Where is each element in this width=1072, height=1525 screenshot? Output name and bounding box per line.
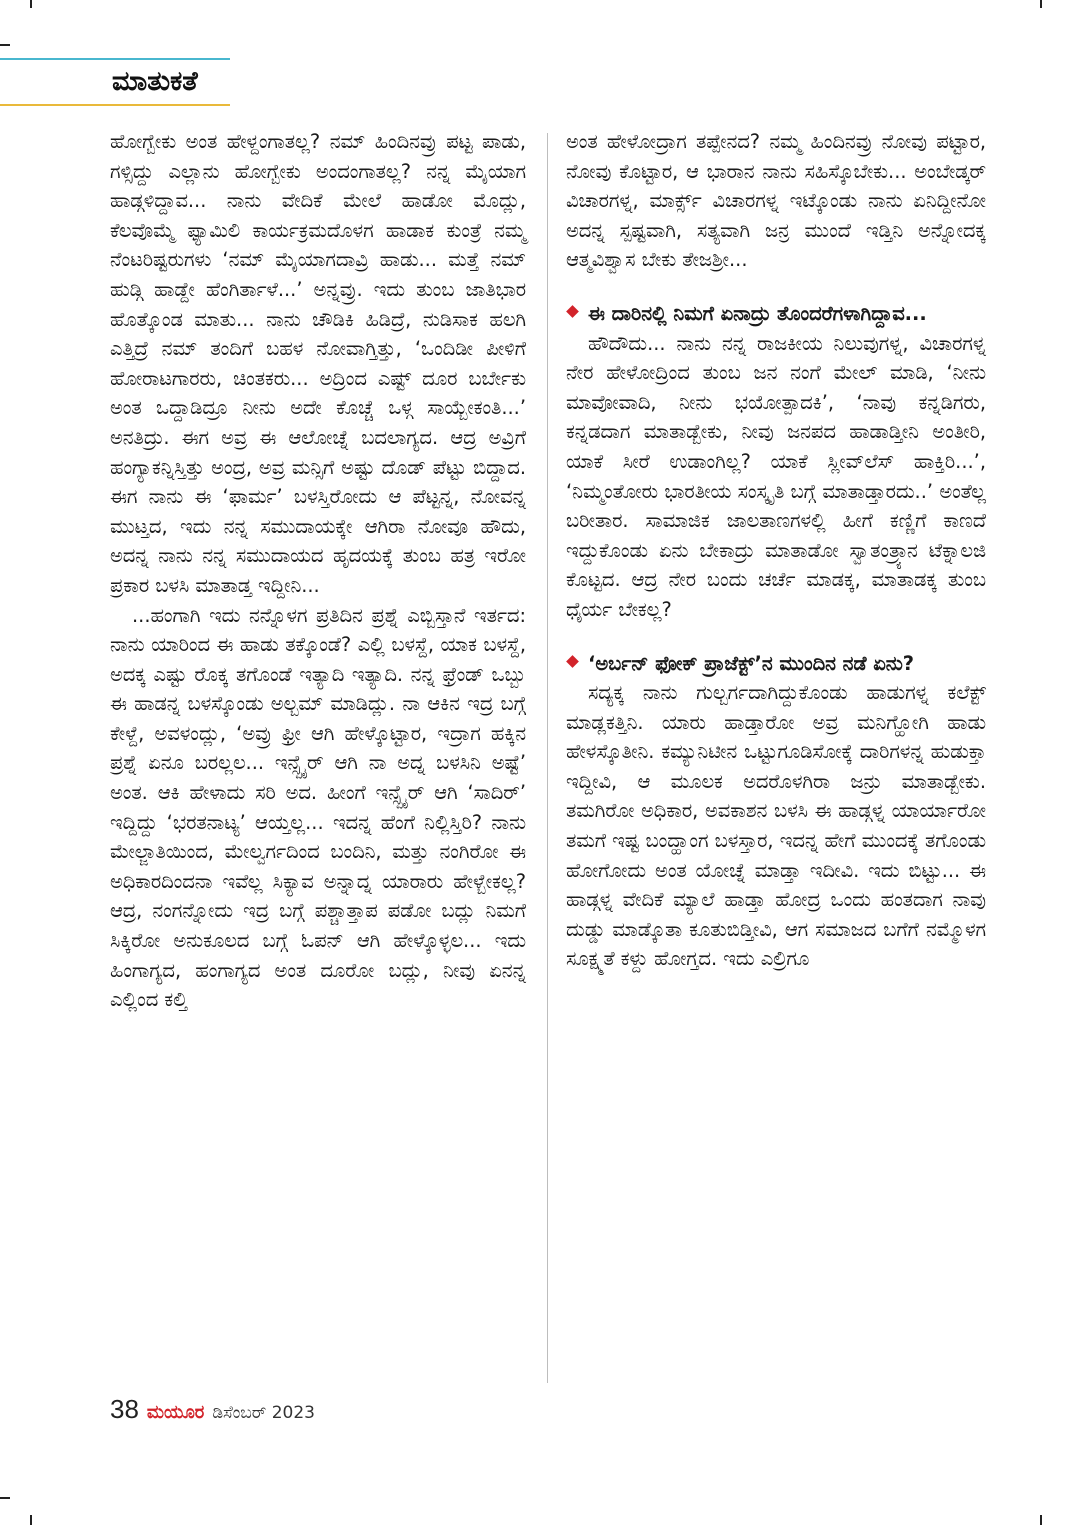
question-text: ಈ ದಾರಿನಲ್ಲಿ ನಿಮಗೆ ಏನಾದ್ರು ತೊಂದರೆಗಳಾಗಿದ್ದಾವ... [588,301,927,325]
crop-mark [0,1497,10,1499]
magazine-logo: ಮಯೂರ [146,1402,205,1423]
body-paragraph: ಹೋಗ್ಬೇಕು ಅಂತ ಹೇಳ್ದಂಗಾತಲ್ಲ? ನಮ್ ಹಿಂದಿನವ್ರು ಪಟ್ಟ ಪಾಡು, ಗಳ್ಸಿದ್ದು ಎಲ್ಲಾನು ಹೋಗ್ಬೇಕು ಅಂದಂಗಾತಲ್ಲ? ನನ್ನ ಮೈಯಾಗ ಹಾಡ್ಗಳಿದ್ದಾವ... ನಾನು ವೇದಿಕೆ ಮೇಲೆ ಹಾಡೋ ಮೊದ್ಲು, ಕೆಲವೊಮ್ಮೆ ಫ್ಯಾಮಿಲಿ ಕಾರ್ಯಕ್ರಮದೊಳಗ ಹಾಡಾಕ ಕುಂತ್ರೆ ನಮ್ಮ ನೆಂಟರಿಷ್ಟರುಗಳು ‘ನಮ್ ಮೈಯಾಗದಾವ್ರಿ ಹಾಡು... ಮತ್ತೆ ನಮ್ ಹುಡ್ಗಿ ಹಾಡ್ದೇ ಹೆಂಗಿರ್ತಾಳೆ...’ ಅನ್ನವ್ರು. ಇದು ತುಂಬ ಜಾತಿಭಾರ ಹೊತ್ಕೊಂಡ ಮಾತು... ನಾನು ಚೌಡಿಕಿ ಹಿಡಿದ್ರೆ, ನುಡಿಸಾಕ ಹಲಗಿ ಎತ್ತಿದ್ರೆ ನಮ್ ತಂದಿಗೆ ಬಹಳ ನೋವಾಗ್ತಿತ್ತು, ‘ಒಂದಿಡೀ ಪೀಳಿಗೆ ಹೋರಾಟಗಾರರು, ಚಿಂತಕರು... ಅದ್ರಿಂದ ಎಷ್ಟ್ ದೂರ ಬರ್ಬೇಕು ಅಂತ ಒದ್ದಾಡಿದ್ರೂ ನೀನು ಅದೇ ಕೊಚ್ಚೆ ಒಳ್ಗ ಸಾಯ್ಬೇಕಂತಿ...’ ಅನತಿದ್ರು. ಈಗ ಅವ್ರ ಈ ಆಲೋಚ್ನೆ ಬದಲಾಗ್ಯದ. ಆದ್ರ ಅವ್ರಿಗೆ ಹಂಗ್ಯಾಕನ್ನಿಸ್ತಿತ್ತು ಅಂದ್ರ, ಅವ್ರ ಮನ್ಸಿಗೆ ಅಷ್ಟು ದೊಡ್ ಪೆಟ್ಟು ಬಿದ್ದಾದ. ಈಗ ನಾನು ಈ ‘ಫಾರ್ಮ’ ಬಳಸ್ತಿರೋದು ಆ ಪೆಟ್ಟನ್ನ, ನೋವನ್ನ ಮುಟ್ತದ, ಇದು ನನ್ನ ಸಮುದಾಯಕ್ಕೇ ಆಗಿರಾ ನೋವೂ ಹೌದು, ಅದನ್ನ ನಾನು ನನ್ನ ಸಮುದಾಯದ ಹೃದಯಕ್ಕೆ ತುಂಬ ಹತ್ರ ಇರೋ ಪ್ರಕಾರ ಬಳಸಿ ಮಾತಾಡ್ತ ಇದ್ದೀನಿ... [110,130,526,597]
crop-mark [30,1515,32,1525]
crop-mark [0,44,10,46]
crop-mark [1040,0,1042,8]
diamond-bullet-icon [566,305,579,318]
question-text: ‘ಅರ್ಬನ್ ಫೋಕ್ ಪ್ರಾಜೆಕ್ಟ್’ನ ಮುಂದಿನ ನಡೆ ಏನು? [588,651,914,675]
diamond-bullet-icon [566,655,579,668]
body-paragraph: ಅಂತ ಹೇಳೋದ್ರಾಗ ತಪ್ಪೇನದ? ನಮ್ಮ ಹಿಂದಿನವ್ರು ನೋವು ಪಟ್ಟಾರ, ನೋವು ಕೊಟ್ಟಾರ, ಆ ಭಾರಾನ ನಾನು ಸಹಿಸ್ಕೊಬೇಕು... ಅಂಬೇಡ್ಕರ್ ವಿಚಾರಗಳ್ನ, ಮಾರ್ಕ್ಸ್ ವಿಚಾರಗಳ್ನ ಇಟ್ಕೊಂಡು ನಾನು ಏನಿದ್ದೀನೋ ಅದನ್ನ ಸ್ಪಷ್ಟವಾಗಿ, ಸತ್ಯವಾಗಿ ಜನ್ರ ಮುಂದೆ ಇಡ್ತಿನಿ ಅನ್ನೋದಕ್ಕ ಆತ್ಮವಿಶ್ವಾಸ ಬೇಕು ತೇಜಶ್ರೀ... [566,130,986,272]
left-column [110,127,526,1015]
crop-mark [1040,1515,1042,1525]
section-rule-top [0,58,230,60]
page-footer [110,1394,315,1430]
section-title: ಮಾತುಕತೆ [112,66,198,97]
right-column [566,127,986,974]
body-paragraph: ...ಹಂಗಾಗಿ ಇದು ನನ್ನೊಳಗ ಪ್ರತಿದಿನ ಪ್ರಶ್ನೆ ಎಬ್ಬಿಸ್ತಾನೆ ಇರ್ತದ: ನಾನು ಯಾರಿಂದ ಈ ಹಾಡು ತಕ್ಕೊಂಡೆ? ಎಲ್ಲಿ ಬಳಸ್ದೆ, ಯಾಕ ಬಳಸ್ದೆ, ಅದಕ್ಕ ಎಷ್ಟು ರೊಕ್ಕ ತಗೊಂಡೆ ಇತ್ಯಾದಿ ಇತ್ಯಾದಿ. ನನ್ನ ಫ್ರೆಂಡ್ ಒಬ್ಬು ಈ ಹಾಡನ್ನ ಬಳಸ್ಕೊಂಡು ಅಲ್ಬಮ್ ಮಾಡಿದ್ಲು. ನಾ ಆಕಿನ ಇದ್ರ ಬಗ್ಗೆ ಕೇಳ್ದೆ, ಅವಳಂದ್ಲು, ‘ಅವ್ರು ಫ್ರೀ ಆಗಿ ಹೇಳ್ಕೊಟ್ಟಾರ, ಇದ್ರಾಗ ಹಕ್ಕಿನ ಪ್ರಶ್ನೆ ಏನೂ ಬರಲ್ಲಲ... ಇನ್ಸ್ಪೈರ್ ಆಗಿ ನಾ ಅದ್ನ ಬಳಸಿನಿ ಅಷ್ಟೆ’ ಅಂತ. ಆಕಿ ಹೇಳಾದು ಸರಿ ಅದ. ಹೀಂಗೆ ಇನ್ಸ್ಪೈರ್ ಆಗಿ ‘ಸಾದಿರ್’ ಇದ್ದಿದ್ದು ‘ಭರತನಾಟ್ಯ’ ಆಯ್ತಲ್ಲ... ಇದನ್ನ ಹೆಂಗೆ ನಿಲ್ಲಿಸ್ತಿರಿ? ನಾನು ಮೇಲ್ಜಾತಿಯಿಂದ, ಮೇಲ್ವರ್ಗದಿಂದ ಬಂದಿನಿ, ಮತ್ತು ನಂಗಿರೋ ಈ ಅಧಿಕಾರದಿಂದನಾ ಇವೆಲ್ಲ ಸಿಕ್ಯಾವ ಅನ್ನಾದ್ನ ಯಾರಾರು ಹೇಳ್ಬೇಕಲ್ಲ? ಆದ್ರ, ನಂಗನ್ನೋದು ಇದ್ರ ಬಗ್ಗೆ ಪಶ್ಚಾತ್ತಾಪ ಪಡೋ ಬದ್ಲು ನಿಮಗೆ ಸಿಕ್ಕಿರೋ ಅನುಕೂಲದ ಬಗ್ಗೆ ಓಪನ್ ಆಗಿ ಹೇಳ್ಕೊಳ್ಳಲ... ಇದು ಹಿಂಗಾಗ್ಯದ, ಹಂಗಾಗ್ಯದ ಅಂತ ದೂರೋ ಬದ್ಲು, ನೀವು ಏನನ್ನ ಎಲ್ಲಿಂದ ಕಲ್ತಿ [110,603,526,1012]
interview-question [566,299,986,329]
crop-mark [30,0,32,8]
issue-date: ಡಿಸೆಂಬರ್ 2023 [212,1403,315,1423]
interview-question [566,649,986,679]
answer-paragraph: ಹೌದೌದು... ನಾನು ನನ್ನ ರಾಜಕೀಯ ನಿಲುವುಗಳ್ನ, ವಿಚಾರಗಳ್ನ ನೇರ ಹೇಳೋದ್ರಿಂದ ತುಂಬ ಜನ ನಂಗೆ ಮೇಲ್ ಮಾಡಿ, ‘ನೀನು ಮಾವೋವಾದಿ, ನೀನು ಭಯೋತ್ಪಾದಕಿ’, ‘ನಾವು ಕನ್ನಡಿಗರು, ಕನ್ನಡದಾಗ ಮಾತಾಡ್ಬೇಕು, ನೀವು ಜನಪದ ಹಾಡಾಡ್ತೀನಿ ಅಂತೀರಿ, ಯಾಕೆ ಸೀರೆ ಉಡಾಂಗಿಲ್ಲ? ಯಾಕೆ ಸ್ಲೀವ್‌ಲೆಸ್ ಹಾಕ್ತಿರಿ...’, ‘ನಿಮ್ಮಂತೋರು ಭಾರತೀಯ ಸಂಸ್ಕೃತಿ ಬಗ್ಗೆ ಮಾತಾಡ್ತಾರದು..’ ಅಂತೆಲ್ಲ ಬರೀತಾರ. ಸಾಮಾಜಿಕ ಜಾಲತಾಣಗಳಲ್ಲಿ ಹೀಗೆ ಕಣ್ಣಿಗೆ ಕಾಣದೆ ಇದ್ದುಕೊಂಡು ಏನು ಬೇಕಾದ್ರು ಮಾತಾಡೋ ಸ್ವಾತಂತ್ರ್ಯಾನ ಟೆಕ್ನಾಲಜಿ ಕೊಟ್ಟದ. ಆದ್ರ ನೇರ ಬಂದು ಚರ್ಚೆ ಮಾಡಕ್ಕ, ಮಾತಾಡಕ್ಕ ತುಂಬ ಧೈರ್ಯ ಬೇಕಲ್ಲ? [566,331,986,621]
column-divider [547,133,548,1383]
answer-paragraph: ಸದ್ಯಕ್ಕ ನಾನು ಗುಲ್ಬರ್ಗದಾಗಿದ್ದುಕೊಂಡು ಹಾಡುಗಳ್ನ ಕಲೆಕ್ಟ್ ಮಾಡ್ಲಕತ್ತಿನಿ. ಯಾರು ಹಾಡ್ತಾರೋ ಅವ್ರ ಮನಿಗ್ಹೋಗಿ ಹಾಡು ಹೇಳಸ್ಕೊತೀನಿ. ಕಮ್ಯುನಿಟೀನ ಒಟ್ಟುಗೂಡಿಸೋಕ್ಕೆ ದಾರಿಗಳನ್ನ ಹುಡುಕ್ತಾ ಇದ್ದೀವಿ, ಆ ಮೂಲಕ ಅದರೊಳಗಿರಾ ಜನ್ರು ಮಾತಾಡ್ಬೇಕು. ತಮಗಿರೋ ಅಧಿಕಾರ, ಅವಕಾಶನ ಬಳಸಿ ಈ ಹಾಡ್ಗಳ್ನ ಯಾರ್ಯಾರೋ ತಮಗೆ ಇಷ್ಟ ಬಂದ್ಹಾಂಗ ಬಳಸ್ತಾರ, ಇದನ್ನ ಹೇಗೆ ಮುಂದಕ್ಕೆ ತಗೊಂಡು ಹೋಗೋದು ಅಂತ ಯೋಚ್ನೆ ಮಾಡ್ತಾ ಇದೀವಿ. ಇದು ಬಿಟ್ಟು... ಈ ಹಾಡ್ಗಳ್ನ ವೇದಿಕೆ ಮ್ಯಾಲೆ ಹಾಡ್ತಾ ಹೋದ್ರ ಒಂದು ಹಂತದಾಗ ನಾವು ದುಡ್ಡು ಮಾಡ್ಕೊತಾ ಕೂತುಬಿಡ್ತೀವಿ, ಆಗ ಸಮಾಜದ ಬಗೆಗೆ ನಮ್ಮೊಳಗ ಸೂಕ್ಷ್ಮತೆ ಕಳ್ದು ಹೋಗ್ತದ. ಇದು ಎಲ್ರಿಗೂ [566,681,986,971]
page-number: 38 [110,1394,139,1424]
section-rule-bottom [0,104,230,106]
